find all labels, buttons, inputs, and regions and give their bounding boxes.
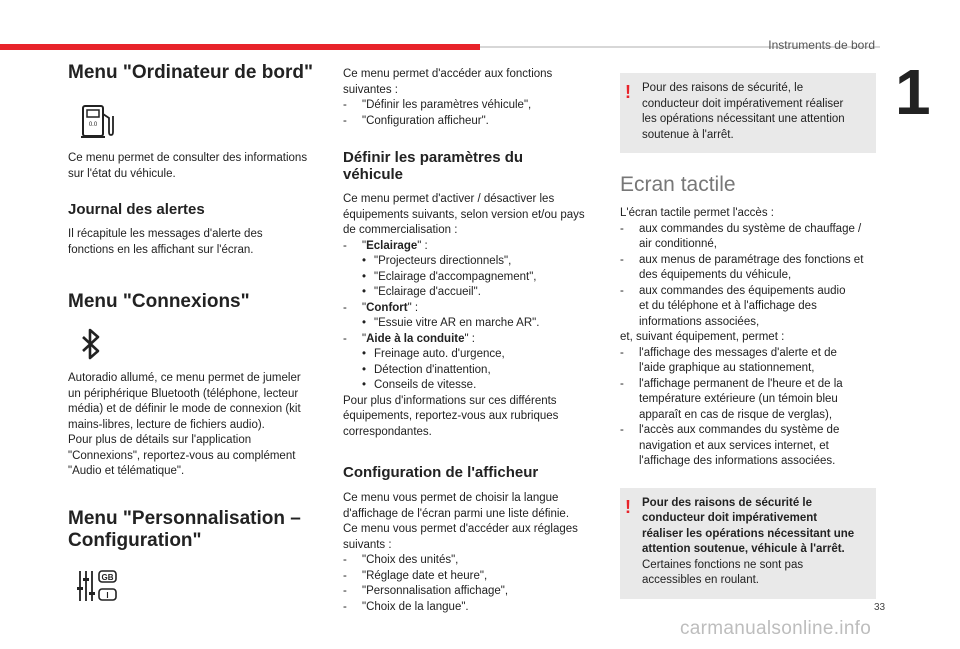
list-item: • "Essuie vitre AR en marche AR".	[362, 317, 540, 329]
list-item-eclairage: - "Eclairage" :	[343, 239, 428, 252]
heading-definir-parametres: Définir les paramètres du véhicule	[343, 149, 524, 183]
list-item: • Conseils de vitesse.	[362, 379, 477, 391]
list-item-confort: - "Confort" :	[343, 301, 419, 314]
list-item: - l'affichage des messages d'alerte et de l'aide graphique au stationnement,	[620, 346, 837, 374]
paragraph-configuration: Ce menu vous permet de choisir la langue d'affichage de l'écran parmi une liste définie. Ce menu vous permet d'accéder aux réglages suivants :	[343, 492, 578, 551]
list-item: • Détection d'inattention,	[362, 363, 491, 376]
list-item: - l'affichage permanent de l'heure et de la température extérieure (un témoin bleu apparaît en cas de risque de verglas),	[620, 377, 843, 421]
settings-sliders-language-icon	[74, 568, 126, 604]
paragraph-ecran: L'écran tactile permet l'accès :	[620, 207, 774, 219]
page-number: 33	[874, 602, 886, 613]
header-red-bar	[0, 44, 480, 50]
list-item: - "Réglage date et heure",	[343, 569, 488, 582]
list-item: - l'accès aux commandes du système de navigation et aux services internet, et l'affichage des informations associées.	[620, 424, 840, 467]
column-3	[620, 67, 876, 599]
list-item-aide: - "Aide à la conduite" :	[343, 332, 475, 345]
watermark: carmanualsonline.info	[680, 618, 872, 639]
safety-warning-box: ! Pour des raisons de sécurité, le conducteur doit impérativement réaliser les opérations nécessitant une attention soutenue à l'arrêt.	[620, 73, 876, 153]
chapter-number: 1	[895, 56, 931, 128]
section-header-title: Instruments de bord	[768, 38, 875, 52]
list-item: • "Eclairage d'accueil".	[362, 286, 481, 298]
list-item: • Freinage auto. d'urgence,	[362, 348, 505, 360]
column-1	[68, 62, 323, 604]
column-2	[343, 67, 603, 615]
warning-icon: !	[625, 496, 631, 517]
language-i-label: I	[106, 590, 109, 600]
heading-ordinateur: Menu "Ordinateur de bord"	[68, 62, 313, 83]
paragraph-definir: Ce menu permet d'activer / désactiver les équipements suivants, selon version et/ou pays de commercialisation :	[343, 193, 585, 236]
paragraph-intro: Ce menu permet d'accéder aux fonctions suivantes :	[343, 68, 553, 96]
paragraph-connexions: Autoradio allumé, ce menu permet de jumeler un périphérique Bluetooth (téléphone, lecteur média) et de définir le mode de connexion (kit mains-libres, lecture de fichiers audio). Pour plus de détails sur l'application "Connexions", reportez-vous au complément "Audio et télématique".	[68, 372, 301, 477]
warning-icon: !	[625, 82, 631, 102]
list-item: - "Définir les paramètres véhicule",	[343, 99, 532, 111]
fuel-gauge-icon	[80, 102, 120, 142]
paragraph-journal: Il récapitule les messages d'alerte des fonctions en les affichant sur l'écran.	[68, 228, 263, 256]
list-item: - "Configuration afficheur".	[343, 114, 489, 127]
list-item: - "Personnalisation affichage",	[343, 585, 509, 597]
heading-connexions: Menu "Connexions"	[68, 291, 250, 312]
list-item: - aux menus de paramétrage des fonctions et des équipements du véhicule,	[620, 253, 864, 281]
language-gb-label: GB	[101, 572, 114, 582]
list-item: - aux commandes du système de chauffage / air conditionné,	[620, 222, 862, 250]
paragraph-ordinateur: Ce menu permet de consulter des informations sur l'état du véhicule.	[68, 152, 308, 180]
list-item: • "Eclairage d'accompagnement",	[362, 270, 537, 283]
list-item: - "Choix des unités",	[343, 554, 459, 566]
heading-personnalisation: Menu "Personnalisation – Configuration"	[68, 507, 301, 551]
list-item: • "Projecteurs directionnels",	[362, 255, 512, 267]
list-item: - "Choix de la langue".	[343, 600, 469, 613]
heading-ecran-tactile: Ecran tactile	[620, 173, 736, 196]
safety-warning-box-bold: ! Pour des raisons de sécurité le conducteur doit impérativement réaliser les opérations nécessitant une attention soutenue, véhicule à l'arrêt. Certaines fonctions ne sont pas accessibles en roulant.	[620, 488, 876, 599]
bluetooth-icon	[76, 327, 106, 361]
paragraph-more-info: Pour plus d'informations sur ces différents équipements, reportez-vous aux rubriques correspondantes.	[343, 394, 559, 438]
heading-journal: Journal des alertes	[68, 201, 205, 218]
list-item: - aux commandes des équipements audio et du téléphone et à l'affichage des informations associées,	[620, 284, 846, 328]
svg-text:0.0: 0.0	[88, 122, 98, 128]
heading-configuration-afficheur: Configuration de l'afficheur	[343, 464, 539, 481]
paragraph-suivant: et, suivant équipement, permet :	[620, 331, 785, 343]
